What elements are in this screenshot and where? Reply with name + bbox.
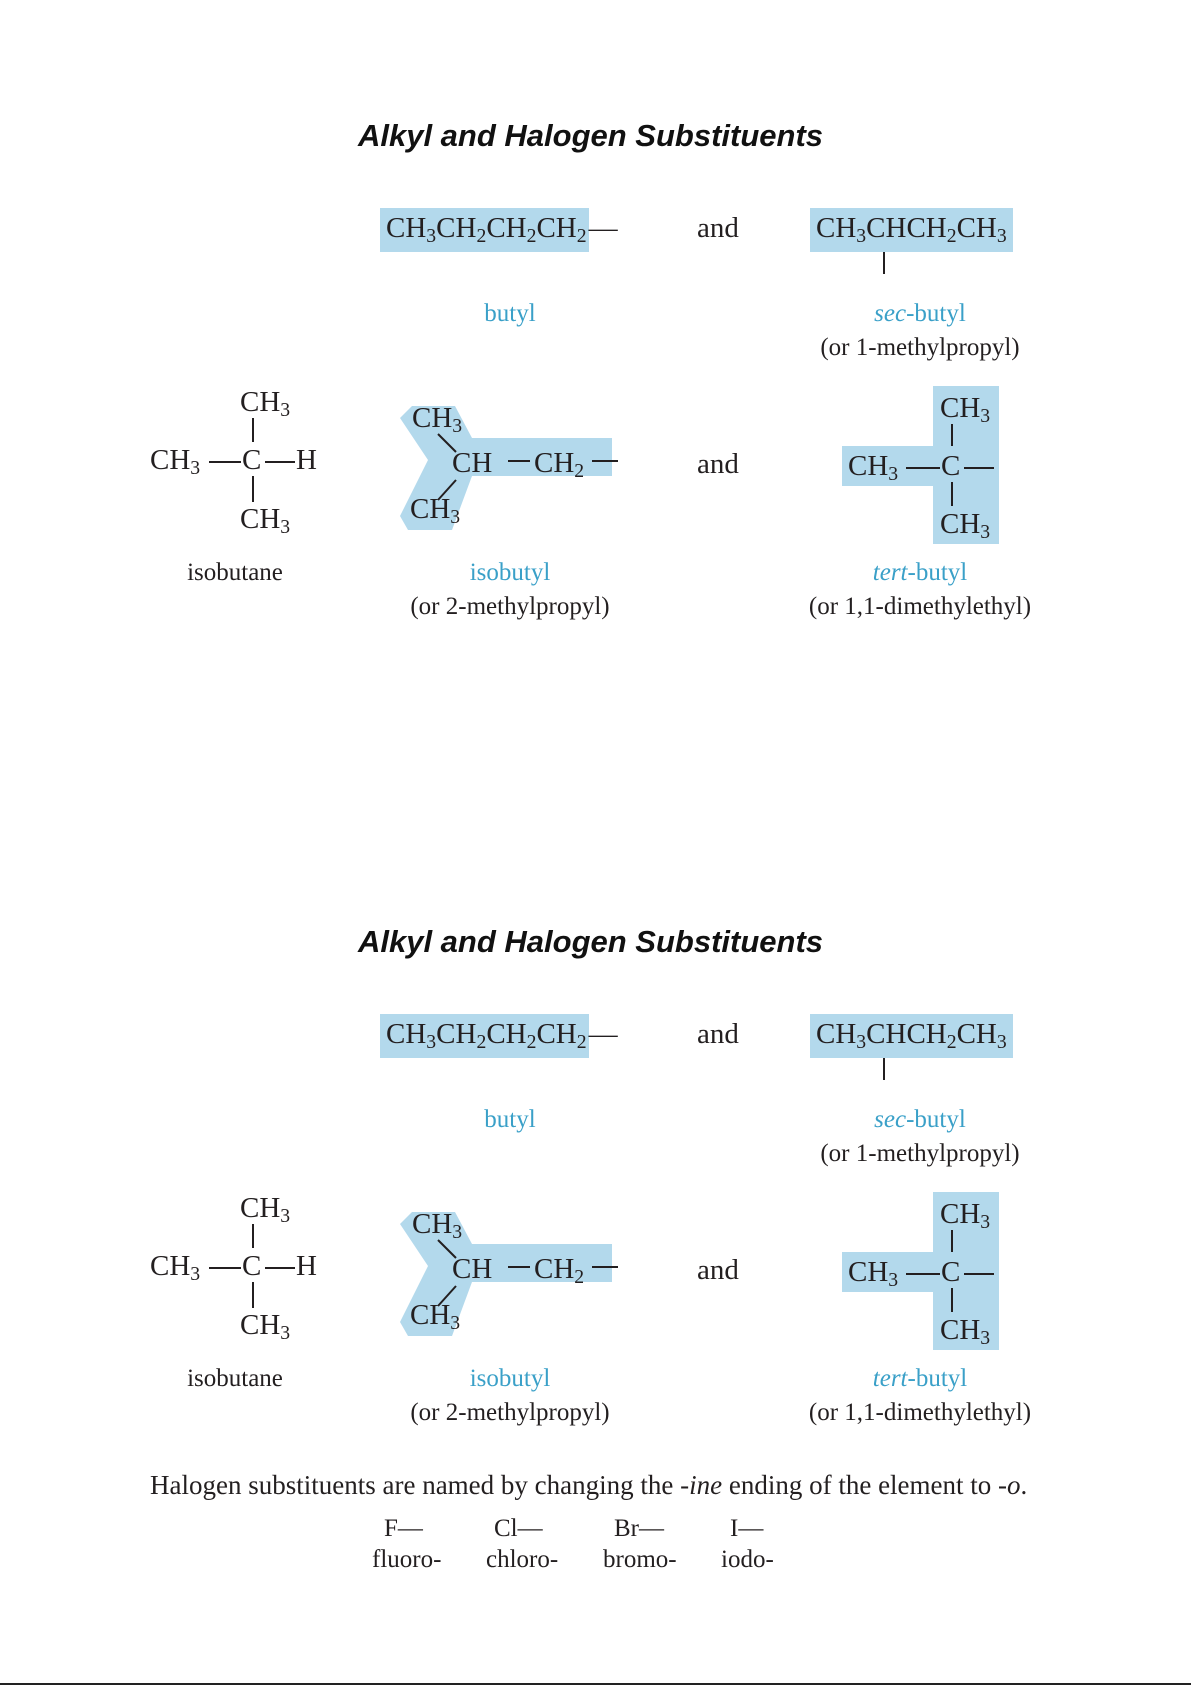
tert-butyl-alt: (or 1,1-dimethylethyl) bbox=[808, 1399, 1032, 1426]
and-word: and bbox=[697, 1018, 739, 1050]
isobutyl-bottom-ch3: $CH_3$ bbox=[410, 1299, 461, 1334]
isobutyl-ch: CH bbox=[452, 447, 493, 479]
sec-butyl-formula: $CH_3CHCH_2CH_3$ bbox=[810, 214, 1013, 243]
sec-butyl-label bbox=[820, 1107, 1020, 1132]
halogen-symbol-chlorine: Cl— bbox=[494, 1515, 543, 1542]
isobutane-bond-right bbox=[265, 461, 295, 463]
tert-bottom-ch3: $CH_3$ bbox=[940, 1314, 991, 1349]
isobutane-bond-top bbox=[252, 1224, 254, 1248]
halogen-symbol-iodine: I— bbox=[730, 1515, 764, 1542]
halogen-name-iodine: iodo- bbox=[721, 1546, 774, 1573]
halogen-name-bromine: bromo- bbox=[603, 1546, 677, 1573]
isobutane-bottom-ch3: $CH_3$ bbox=[240, 1309, 291, 1344]
tert-bond-left bbox=[906, 467, 940, 469]
isobutane-bond-bottom bbox=[252, 476, 254, 502]
and-word-2: and bbox=[697, 1254, 739, 1286]
tert-bond-left bbox=[906, 1273, 940, 1275]
sec-prefix: sec bbox=[874, 300, 907, 327]
tert-left-ch3: $CH_3$ bbox=[848, 450, 899, 485]
butyl-formula: $CH_3CH_2CH_2CH_2—$ bbox=[380, 1020, 618, 1049]
isobutane-c: C bbox=[242, 444, 262, 476]
isobutane-left-ch3: $CH_3$ bbox=[150, 444, 201, 479]
tert-bond-right bbox=[964, 467, 994, 469]
substituents-panel-1 bbox=[0, 0, 1191, 620]
sec-butyl-alt: (or 1-methylpropyl) bbox=[820, 334, 1020, 361]
halogen-name-chlorine: chloro- bbox=[486, 1546, 559, 1573]
sec-butyl-bond bbox=[883, 1058, 885, 1080]
tert-top-ch3: $CH_3$ bbox=[940, 1198, 991, 1233]
ending-new: -o bbox=[998, 1470, 1021, 1500]
isobutyl-ch2: $CH_2$ bbox=[534, 447, 585, 482]
butyl-label: butyl bbox=[484, 1106, 536, 1133]
isobutyl-ch2: $CH_2$ bbox=[534, 1253, 585, 1288]
isobutane-h: H bbox=[296, 444, 317, 476]
sec-name: -butyl bbox=[906, 1106, 966, 1133]
tert-bottom-ch3: $CH_3$ bbox=[940, 508, 991, 543]
tert-bond-top bbox=[951, 424, 953, 446]
tert-butyl-alt: (or 1,1-dimethylethyl) bbox=[808, 593, 1032, 620]
sentence-end: . bbox=[1020, 1470, 1028, 1500]
tert-name: -butyl bbox=[907, 559, 968, 586]
isobutane-top-ch3: $CH_3$ bbox=[240, 386, 291, 421]
isobutane-bond-left bbox=[209, 1267, 241, 1269]
isobutane-left-ch3: $CH_3$ bbox=[150, 1250, 201, 1285]
panel-title: Alkyl and Halogen Substituents bbox=[357, 118, 824, 153]
sec-name: -butyl bbox=[906, 300, 966, 327]
panel-title: Alkyl and Halogen Substituents bbox=[357, 924, 824, 959]
ending-old: -ine bbox=[680, 1470, 723, 1500]
isobutane-bond-right bbox=[265, 1267, 295, 1269]
tert-butyl-label bbox=[820, 1366, 1020, 1391]
tert-c: C bbox=[941, 450, 961, 482]
tert-top-ch3: $CH_3$ bbox=[940, 392, 991, 427]
sec-butyl-label bbox=[820, 301, 1020, 326]
sec-butyl-bond bbox=[883, 252, 885, 274]
isobutyl-label: isobutyl bbox=[469, 559, 551, 586]
tert-c: C bbox=[941, 1256, 961, 1288]
isobutyl-label: isobutyl bbox=[469, 1365, 551, 1392]
tert-butyl-label bbox=[820, 560, 1020, 585]
tert-left-ch3: $CH_3$ bbox=[848, 1256, 899, 1291]
halogen-symbol-fluorine: F— bbox=[384, 1515, 423, 1542]
tert-bond-top bbox=[951, 1230, 953, 1252]
sec-butyl-formula: $CH_3CHCH_2CH_3$ bbox=[810, 1020, 1013, 1049]
butyl-formula: $CH_3CH_2CH_2CH_2—$ bbox=[380, 214, 618, 243]
isobutane-bottom-ch3: $CH_3$ bbox=[240, 503, 291, 538]
isobutane-bond-left bbox=[209, 461, 241, 463]
isobutyl-bottom-ch3: $CH_3$ bbox=[410, 493, 461, 528]
sec-prefix: sec bbox=[874, 1106, 907, 1133]
tert-prefix: tert bbox=[872, 1365, 908, 1392]
butyl-label: butyl bbox=[484, 300, 536, 327]
isobutane-bond-top bbox=[252, 418, 254, 442]
isobutane-top-ch3: $CH_3$ bbox=[240, 1192, 291, 1227]
isobutyl-alt: (or 2-methylpropyl) bbox=[410, 593, 610, 620]
tert-prefix: tert bbox=[872, 559, 908, 586]
substituents-panel-2 bbox=[0, 806, 1191, 1426]
isobutyl-top-ch3: $CH_3$ bbox=[412, 402, 463, 437]
halogen-symbol-bromine: Br— bbox=[614, 1515, 664, 1542]
isobutyl-alt: (or 2-methylpropyl) bbox=[410, 1399, 610, 1426]
isobutyl-top-ch3: $CH_3$ bbox=[412, 1208, 463, 1243]
isobutane-label: isobutane bbox=[187, 1365, 283, 1392]
tert-bond-bottom bbox=[951, 482, 953, 506]
tert-name: -butyl bbox=[907, 1365, 968, 1392]
sec-butyl-alt: (or 1-methylpropyl) bbox=[820, 1140, 1020, 1167]
isobutane-h: H bbox=[296, 1250, 317, 1282]
and-word-2: and bbox=[697, 448, 739, 480]
tert-bond-right bbox=[964, 1273, 994, 1275]
isobutane-bond-bottom bbox=[252, 1282, 254, 1308]
tert-bond-bottom bbox=[951, 1288, 953, 1312]
isobutane-c: C bbox=[242, 1250, 262, 1282]
sentence-mid: ending of the element to bbox=[722, 1470, 999, 1500]
isobutyl-ch: CH bbox=[452, 1253, 493, 1285]
halogen-name-fluorine: fluoro- bbox=[372, 1546, 442, 1573]
isobutane-label: isobutane bbox=[187, 559, 283, 586]
sentence-start: Halogen substituents are named by changing the bbox=[150, 1470, 681, 1500]
and-word: and bbox=[697, 212, 739, 244]
halogen-sentence bbox=[150, 1472, 1027, 1499]
